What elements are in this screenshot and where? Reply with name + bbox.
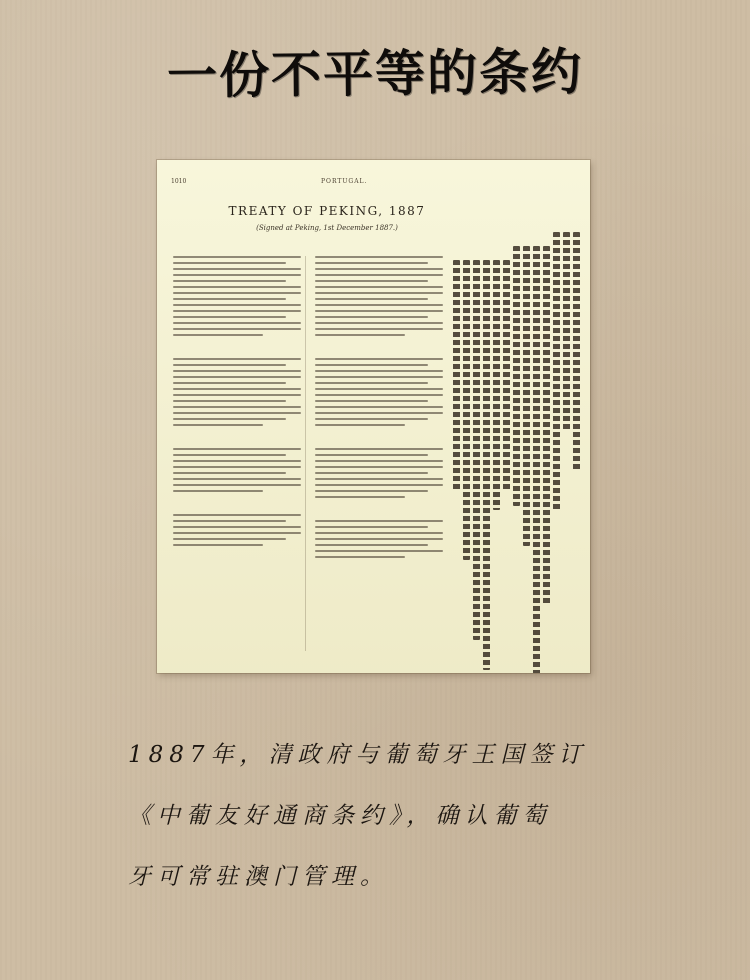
document-text-line bbox=[173, 412, 301, 414]
document-text-line bbox=[173, 256, 301, 258]
document-signed-line: (Signed at Peking, 1st December 1887.) bbox=[256, 224, 398, 232]
document-text-line bbox=[173, 292, 301, 294]
document-page-number: 1010 bbox=[171, 178, 187, 185]
document-column-chinese bbox=[442, 232, 580, 662]
document-text-line bbox=[315, 310, 443, 312]
document-text-line bbox=[315, 484, 443, 486]
document-text-line bbox=[173, 454, 286, 456]
document-text-line bbox=[315, 292, 443, 294]
document-text-line bbox=[173, 262, 286, 264]
document-chinese-text-column bbox=[513, 246, 520, 506]
document-text-line bbox=[173, 526, 301, 528]
document-running-head: PORTUGAL. bbox=[321, 178, 368, 185]
document-text-line bbox=[315, 262, 428, 264]
treaty-document-image bbox=[157, 160, 590, 673]
document-chinese-text-column bbox=[533, 246, 540, 673]
document-text-line bbox=[173, 400, 286, 402]
document-text-line bbox=[173, 544, 263, 546]
document-text-line bbox=[173, 478, 301, 480]
document-text-line bbox=[315, 382, 428, 384]
document-text-line bbox=[173, 370, 301, 372]
document-text-line bbox=[315, 394, 443, 396]
document-text-line bbox=[173, 532, 301, 534]
document-chinese-text-column bbox=[503, 260, 510, 490]
document-chinese-text-column bbox=[483, 260, 490, 670]
page-title: 一份不平等的条约 bbox=[166, 42, 584, 106]
caption bbox=[128, 725, 628, 908]
document-text-line bbox=[315, 544, 428, 546]
document-chinese-text-column bbox=[473, 260, 480, 640]
document-text-line bbox=[173, 286, 301, 288]
document-text-line bbox=[173, 394, 301, 396]
document-text-line bbox=[315, 538, 443, 540]
document-text-line bbox=[173, 514, 301, 516]
document-paragraph bbox=[315, 358, 443, 430]
document-column-portuguese bbox=[173, 256, 301, 651]
document-text-line bbox=[173, 466, 301, 468]
document-text-line bbox=[173, 364, 286, 366]
document-paragraph bbox=[315, 520, 443, 562]
document-text-line bbox=[173, 448, 301, 450]
caption-line-1: 1887年，清政府与葡萄牙王国签订 bbox=[128, 742, 588, 768]
document-text-line bbox=[173, 484, 301, 486]
document-text-line bbox=[315, 520, 443, 522]
document-text-line bbox=[173, 298, 286, 300]
document-text-line bbox=[173, 382, 286, 384]
document-text-line bbox=[173, 538, 286, 540]
document-text-line bbox=[173, 520, 286, 522]
document-text-line bbox=[315, 556, 405, 558]
document-text-line bbox=[315, 400, 428, 402]
caption-line-3: 牙可常驻澳门管理。 bbox=[128, 864, 389, 890]
document-header bbox=[171, 178, 440, 188]
document-column-english bbox=[315, 256, 443, 651]
document-text-line bbox=[315, 526, 428, 528]
document-text-line bbox=[173, 358, 301, 360]
document-text-line bbox=[315, 322, 443, 324]
document-text-line bbox=[173, 472, 286, 474]
document-text-line bbox=[315, 490, 428, 492]
document-text-line bbox=[315, 460, 443, 462]
document-chinese-text-column bbox=[493, 260, 500, 510]
document-text-line bbox=[315, 334, 405, 336]
document-text-line bbox=[173, 334, 263, 336]
document-text-line bbox=[173, 376, 301, 378]
document-paragraph bbox=[315, 256, 443, 340]
document-text-line bbox=[315, 268, 443, 270]
document-text-line bbox=[173, 424, 263, 426]
document-chinese-text-column bbox=[523, 246, 530, 546]
document-text-line bbox=[173, 280, 286, 282]
document-text-line bbox=[315, 418, 428, 420]
document-chinese-text-column bbox=[543, 246, 550, 606]
document-paragraph bbox=[173, 256, 301, 340]
document-text-line bbox=[315, 298, 428, 300]
document-text-line bbox=[315, 388, 443, 390]
document-text-line bbox=[315, 472, 428, 474]
document-text-line bbox=[315, 454, 428, 456]
document-text-line bbox=[173, 490, 263, 492]
document-paper bbox=[157, 160, 590, 673]
document-chinese-text-column bbox=[553, 232, 560, 512]
document-text-line bbox=[173, 406, 301, 408]
document-paragraph bbox=[173, 358, 301, 430]
document-paragraph bbox=[173, 514, 301, 550]
document-text-line bbox=[315, 328, 443, 330]
document-chinese-text-column bbox=[463, 260, 470, 560]
document-text-line bbox=[315, 316, 428, 318]
document-text-line bbox=[315, 406, 443, 408]
document-text-line bbox=[315, 304, 443, 306]
document-text-line bbox=[315, 448, 443, 450]
document-text-line bbox=[173, 316, 286, 318]
document-paragraph bbox=[173, 448, 301, 496]
document-text-line bbox=[315, 466, 443, 468]
document-text-line bbox=[173, 460, 301, 462]
document-text-line bbox=[173, 388, 301, 390]
document-text-line bbox=[315, 364, 428, 366]
document-text-line bbox=[315, 412, 443, 414]
document-text-line bbox=[315, 550, 443, 552]
document-chinese-text-column bbox=[453, 260, 460, 490]
document-text-line bbox=[173, 328, 301, 330]
document-column-divider bbox=[305, 256, 306, 651]
document-text-line bbox=[315, 358, 443, 360]
document-text-line bbox=[173, 268, 301, 270]
document-text-line bbox=[315, 280, 428, 282]
document-chinese-text-column bbox=[563, 232, 570, 432]
document-text-line bbox=[315, 376, 443, 378]
document-text-line bbox=[315, 256, 443, 258]
document-text-line bbox=[315, 496, 405, 498]
caption-line-2: 《中葡友好通商条约》，确认葡萄 bbox=[128, 803, 552, 829]
document-text-line bbox=[173, 310, 301, 312]
document-paragraph bbox=[315, 448, 443, 502]
document-text-line bbox=[315, 424, 405, 426]
document-text-line bbox=[315, 286, 443, 288]
document-text-line bbox=[315, 478, 443, 480]
document-text-line bbox=[173, 304, 301, 306]
document-treaty-title: TREATY OF PEKING, 1887 bbox=[228, 204, 426, 218]
document-text-line bbox=[315, 532, 443, 534]
document-text-line bbox=[173, 322, 301, 324]
document-text-line bbox=[315, 370, 443, 372]
document-text-line bbox=[173, 274, 301, 276]
document-text-line bbox=[173, 418, 286, 420]
document-chinese-text-column bbox=[573, 232, 580, 472]
document-text-line bbox=[315, 274, 443, 276]
